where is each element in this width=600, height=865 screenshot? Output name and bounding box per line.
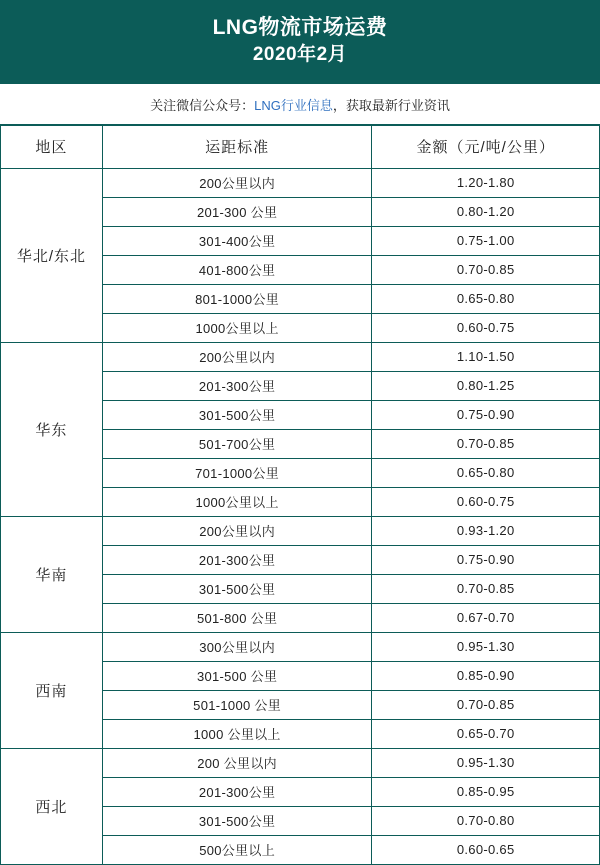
table-row <box>1 342 600 371</box>
distance-cell: 1000公里以上 <box>102 487 372 516</box>
distance-cell: 201-300公里 <box>102 777 372 806</box>
amount-cell: 0.70-0.85 <box>372 255 600 284</box>
region-cell: 华东 <box>1 342 103 516</box>
distance-cell: 301-500公里 <box>102 574 372 603</box>
amount-cell: 0.65-0.70 <box>372 719 600 748</box>
amount-cell: 1.10-1.50 <box>372 342 600 371</box>
amount-cell: 0.65-0.80 <box>372 284 600 313</box>
distance-cell: 200公里以内 <box>102 168 372 197</box>
distance-cell: 200 公里以内 <box>102 748 372 777</box>
banner-title-period: 2020年2月 <box>252 44 348 66</box>
amount-cell: 0.93-1.20 <box>372 516 600 545</box>
table-header-row <box>1 125 600 168</box>
table-row <box>1 632 600 661</box>
distance-cell: 200公里以内 <box>102 516 372 545</box>
amount-cell: 0.75-0.90 <box>372 545 600 574</box>
header-region: 地区 <box>1 125 103 168</box>
amount-cell: 0.95-1.30 <box>372 632 600 661</box>
distance-cell: 201-300 公里 <box>102 197 372 226</box>
header-amount: 金额（元/吨/公里） <box>372 125 600 168</box>
distance-cell: 200公里以内 <box>102 342 372 371</box>
region-cell: 西南 <box>1 632 103 748</box>
amount-cell: 0.70-0.80 <box>372 806 600 835</box>
header-distance: 运距标准 <box>102 125 372 168</box>
distance-cell: 1000 公里以上 <box>102 719 372 748</box>
region-cell: 华北/东北 <box>1 168 103 342</box>
amount-cell: 0.70-0.85 <box>372 690 600 719</box>
table-row <box>1 516 600 545</box>
wechat-account-link[interactable]: LNG行业信息 <box>254 97 333 113</box>
amount-cell: 0.65-0.80 <box>372 458 600 487</box>
distance-cell: 301-400公里 <box>102 226 372 255</box>
amount-cell: 0.75-0.90 <box>372 400 600 429</box>
distance-cell: 301-500公里 <box>102 400 372 429</box>
title-banner <box>0 0 600 84</box>
amount-cell: 0.75-1.00 <box>372 226 600 255</box>
amount-cell: 0.80-1.20 <box>372 197 600 226</box>
distance-cell: 701-1000公里 <box>102 458 372 487</box>
table-row <box>1 748 600 777</box>
table-body <box>1 168 600 864</box>
distance-cell: 500公里以上 <box>102 835 372 864</box>
distance-cell: 301-500公里 <box>102 806 372 835</box>
notice-suffix: ，获取最新行业资讯 <box>332 97 450 113</box>
region-cell: 西北 <box>1 748 103 864</box>
distance-cell: 401-800公里 <box>102 255 372 284</box>
amount-cell: 0.95-1.30 <box>372 748 600 777</box>
amount-cell: 0.67-0.70 <box>372 603 600 632</box>
amount-cell: 0.85-0.95 <box>372 777 600 806</box>
distance-cell: 301-500 公里 <box>102 661 372 690</box>
amount-cell: 1.20-1.80 <box>372 168 600 197</box>
amount-cell: 0.60-0.75 <box>372 313 600 342</box>
amount-cell: 0.70-0.85 <box>372 429 600 458</box>
wechat-notice <box>0 84 600 125</box>
amount-cell: 0.70-0.85 <box>372 574 600 603</box>
amount-cell: 0.60-0.75 <box>372 487 600 516</box>
table-row <box>1 168 600 197</box>
amount-cell: 0.60-0.65 <box>372 835 600 864</box>
distance-cell: 201-300公里 <box>102 545 372 574</box>
region-cell: 华南 <box>1 516 103 632</box>
distance-cell: 1000公里以上 <box>102 313 372 342</box>
amount-cell: 0.85-0.90 <box>372 661 600 690</box>
distance-cell: 801-1000公里 <box>102 284 372 313</box>
notice-prefix: 关注微信公众号： <box>150 97 255 113</box>
freight-rate-table <box>0 125 600 865</box>
distance-cell: 501-800 公里 <box>102 603 372 632</box>
distance-cell: 300公里以内 <box>102 632 372 661</box>
distance-cell: 501-1000 公里 <box>102 690 372 719</box>
banner-title-main: LNG物流市场运费 <box>212 16 388 39</box>
distance-cell: 501-700公里 <box>102 429 372 458</box>
distance-cell: 201-300公里 <box>102 371 372 400</box>
amount-cell: 0.80-1.25 <box>372 371 600 400</box>
